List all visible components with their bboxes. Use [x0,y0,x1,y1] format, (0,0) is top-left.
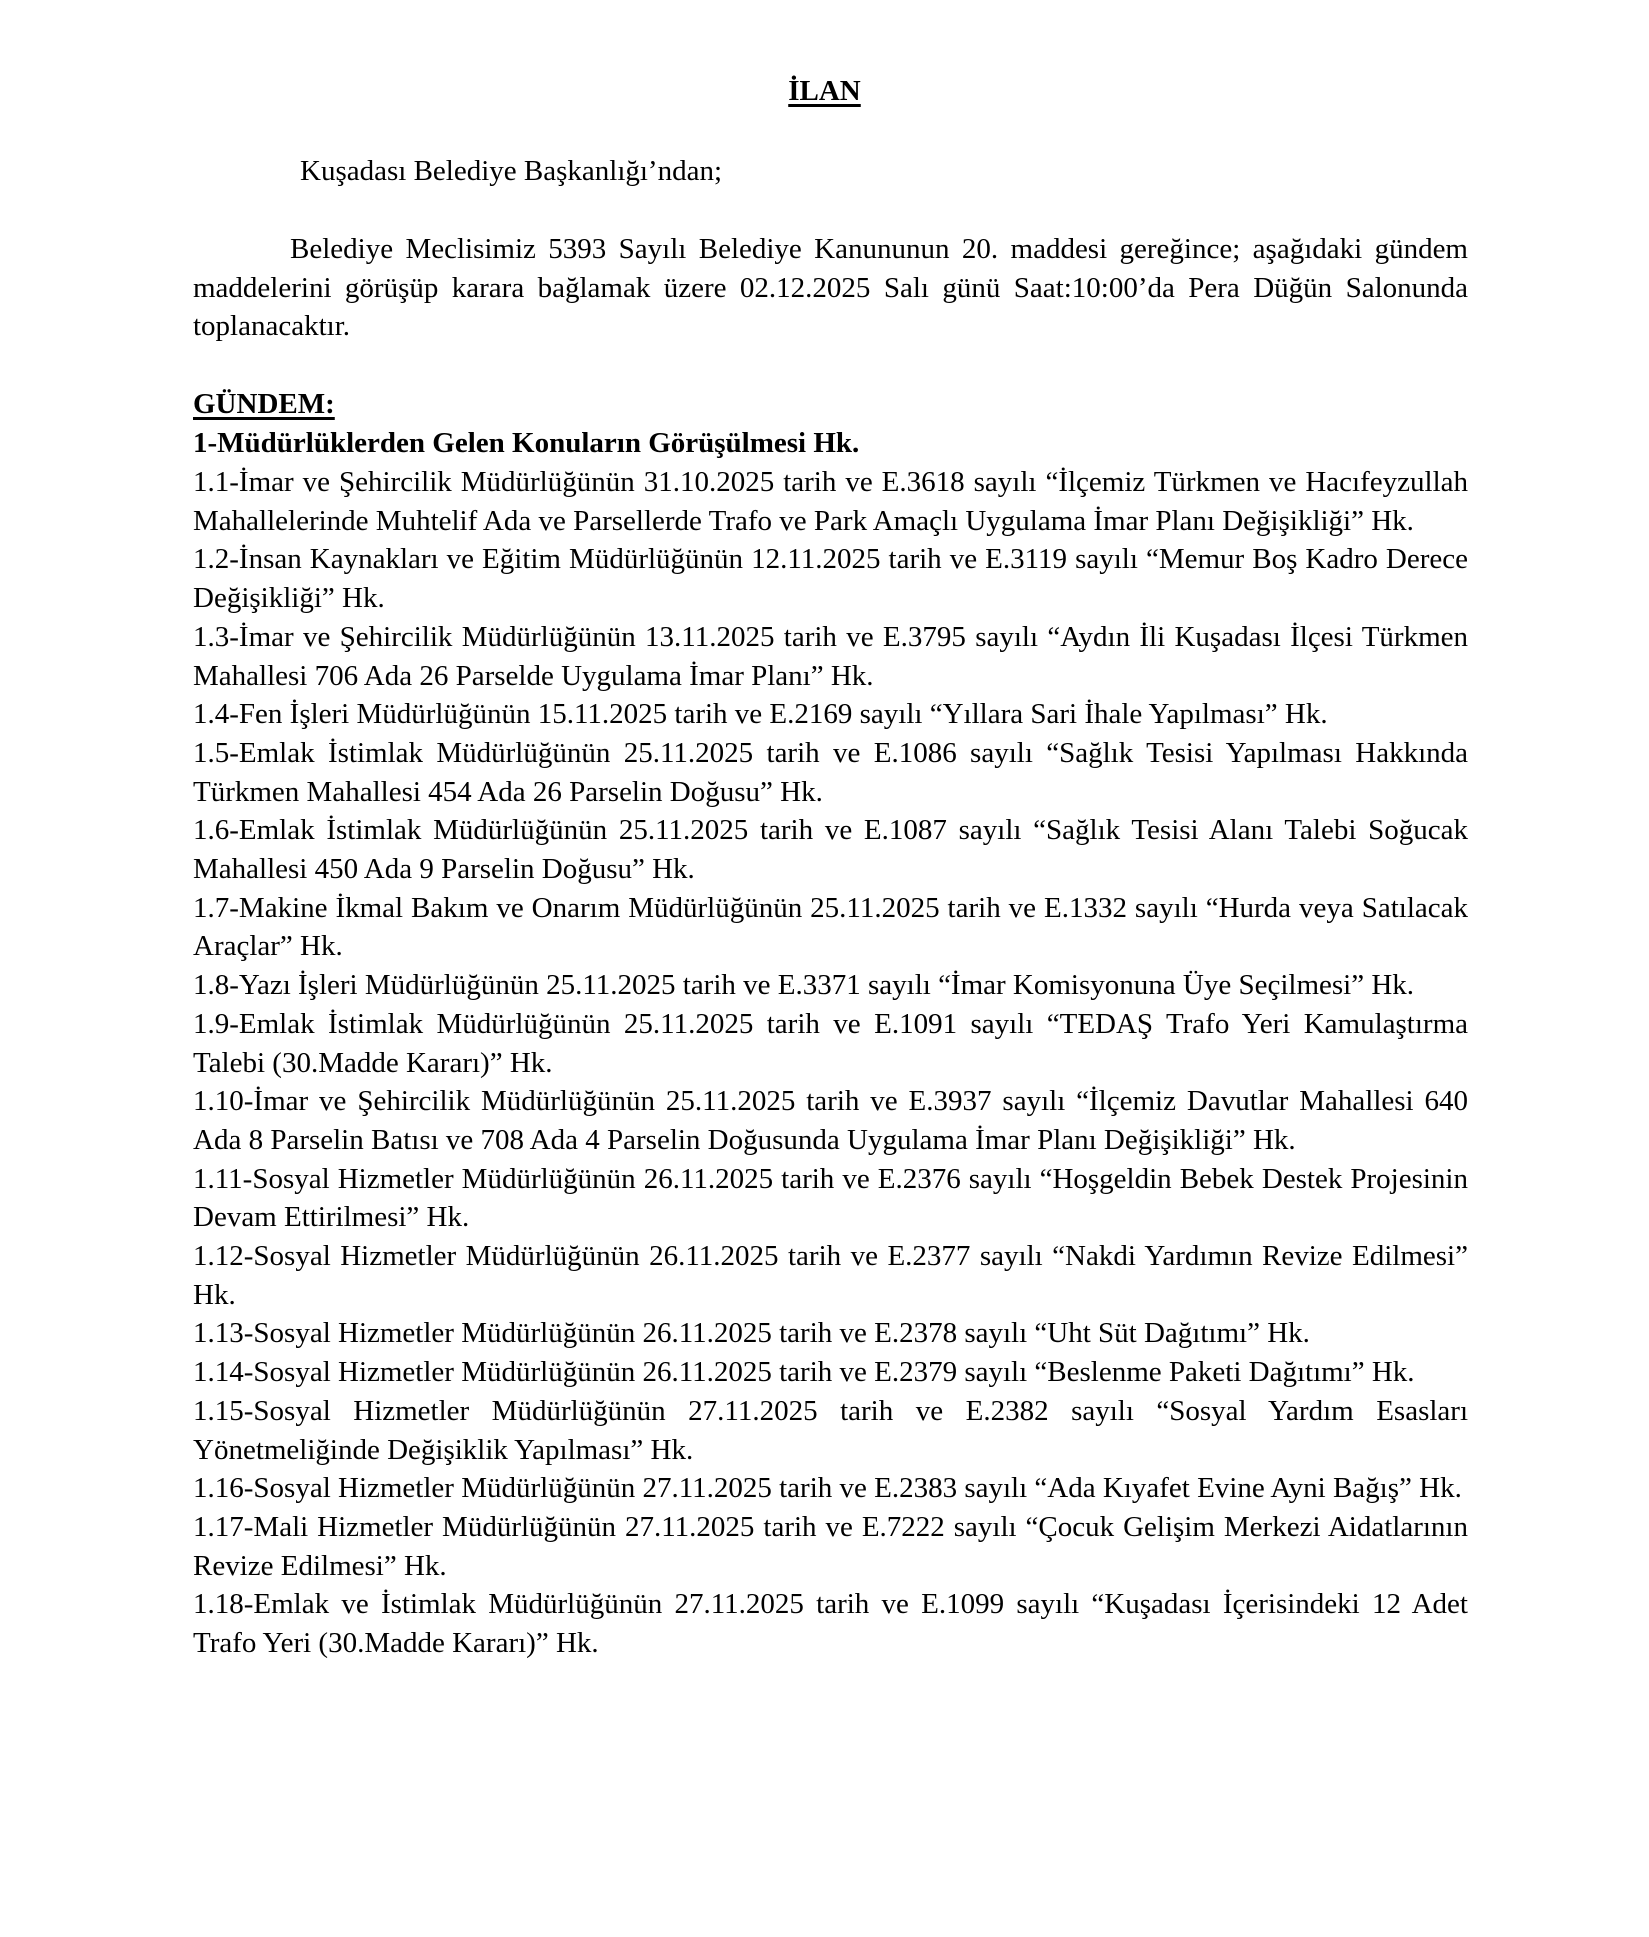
agenda-item: 1.13-Sosyal Hizmetler Müdürlüğünün 26.11.2025 tarih ve E.2378 sayılı “Uht Süt Dağıtımı” Hk. [193,1317,1310,1350]
agenda-item: 1.11-Sosyal Hizmetler Müdürlüğünün 26.11.2025 tarih ve E.2376 sayılı “Hoşgeldin Bebek Destek Projesinin Devam Ettirilmesi” Hk. [193,1162,1468,1234]
agenda-item: 1.18-Emlak ve İstimlak Müdürlüğünün 27.11.2025 tarih ve E.1099 sayılı “Kuşadası İçerisindeki 12 Adet Trafo Yeri (30.Madde Kararı)” Hk. [193,1588,1468,1660]
agenda-item: 1.3-İmar ve Şehircilik Müdürlüğünün 13.11.2025 tarih ve E.3795 sayılı “Aydın İli Kuşadası İlçesi Türkmen Mahallesi 706 Ada 26 Parselde Uygulama İmar Planı” Hk. [193,620,1468,692]
agenda-item: 1.9-Emlak İstimlak Müdürlüğünün 25.11.2025 tarih ve E.1091 sayılı “TEDAŞ Trafo Yeri Kamulaştırma Talebi (30.Madde Kararı)” Hk. [193,1007,1468,1079]
sender-line: Kuşadası Belediye Başkanlığı’ndan; [300,155,723,187]
agenda-title [193,385,1468,424]
agenda-item: 1.17-Mali Hizmetler Müdürlüğünün 27.11.2025 tarih ve E.7222 sayılı “Çocuk Gelişim Merkezi Aidatlarının Revize Edilmesi” Hk. [193,1510,1468,1582]
agenda-item: 1.1-İmar ve Şehircilik Müdürlüğünün 31.10.2025 tarih ve E.3618 sayılı “İlçemiz Türkmen ve Hacıfeyzullah Mahallelerinde Muhtelif Ada ve Parsellerde Trafo ve Park Amaçlı Uygulama İmar Planı Değişikliği” Hk. [193,466,1468,537]
agenda-item: 1.7-Makine İkmal Bakım ve Onarım Müdürlüğünün 25.11.2025 tarih ve E.1332 sayılı “Hurda veya Satılacak Araçlar” Hk. [193,891,1468,963]
agenda-item: 1.4-Fen İşleri Müdürlüğünün 15.11.2025 tarih ve E.2169 sayılı “Yıllara Sari İhale Yapılması” Hk. [193,698,1328,731]
intro-paragraph: Belediye Meclisimiz 5393 Sayılı Belediye Kanununun 20. maddesi gereğince; aşağıdaki gündem maddelerini görüşüp karara bağlamak üzere 02.12.2025 Salı günü Saat:10:00’da Pera Düğün Salonunda toplanacaktır. [193,233,1468,343]
document-title [0,72,1649,110]
agenda-item: 1.12-Sosyal Hizmetler Müdürlüğünün 26.11.2025 tarih ve E.2377 sayılı “Nakdi Yardımın Revize Edilmesi” Hk. [193,1240,1468,1311]
agenda-item: 1.2-İnsan Kaynakları ve Eğitim Müdürlüğünün 12.11.2025 tarih ve E.3119 sayılı “Memur Boş Kadro Derece Değişikliği” Hk. [193,543,1468,615]
agenda-item: 1.8-Yazı İşleri Müdürlüğünün 25.11.2025 tarih ve E.3371 sayılı “İmar Komisyonuna Üye Seçilmesi” Hk. [193,969,1415,1002]
agenda-item: 1.5-Emlak İstimlak Müdürlüğünün 25.11.2025 tarih ve E.1086 sayılı “Sağlık Tesisi Yapılması Hakkında Türkmen Mahallesi 454 Ada 26 Parselin Doğusu” Hk. [193,736,1468,808]
agenda-items-list [193,463,1468,1663]
agenda-item: 1.6-Emlak İstimlak Müdürlüğünün 25.11.2025 tarih ve E.1087 sayılı “Sağlık Tesisi Alanı Talebi Soğucak Mahallesi 450 Ada 9 Parselin Doğusu” Hk. [193,814,1468,886]
agenda-title-text: GÜNDEM: [193,388,335,420]
document-title-text: İLAN [788,75,861,107]
agenda-item: 1.16-Sosyal Hizmetler Müdürlüğünün 27.11.2025 tarih ve E.2383 sayılı “Ada Kıyafet Evine Ayni Bağış” Hk. [193,1472,1462,1505]
section-heading: 1-Müdürlüklerden Gelen Konuların Görüşülmesi Hk. [193,427,860,459]
agenda-item: 1.15-Sosyal Hizmetler Müdürlüğünün 27.11.2025 tarih ve E.2382 sayılı “Sosyal Yardım Esasları Yönetmeliğinde Değişiklik Yapılması” Hk. [193,1394,1468,1466]
agenda-item: 1.14-Sosyal Hizmetler Müdürlüğünün 26.11.2025 tarih ve E.2379 sayılı “Beslenme Paketi Dağıtımı” Hk. [193,1356,1415,1389]
agenda-item: 1.10-İmar ve Şehircilik Müdürlüğünün 25.11.2025 tarih ve E.3937 sayılı “İlçemiz Davutlar Mahallesi 640 Ada 8 Parselin Batısı ve 708 Ada 4 Parselin Doğusunda Uygulama İmar Planı Değişikliği” Hk. [193,1085,1468,1156]
